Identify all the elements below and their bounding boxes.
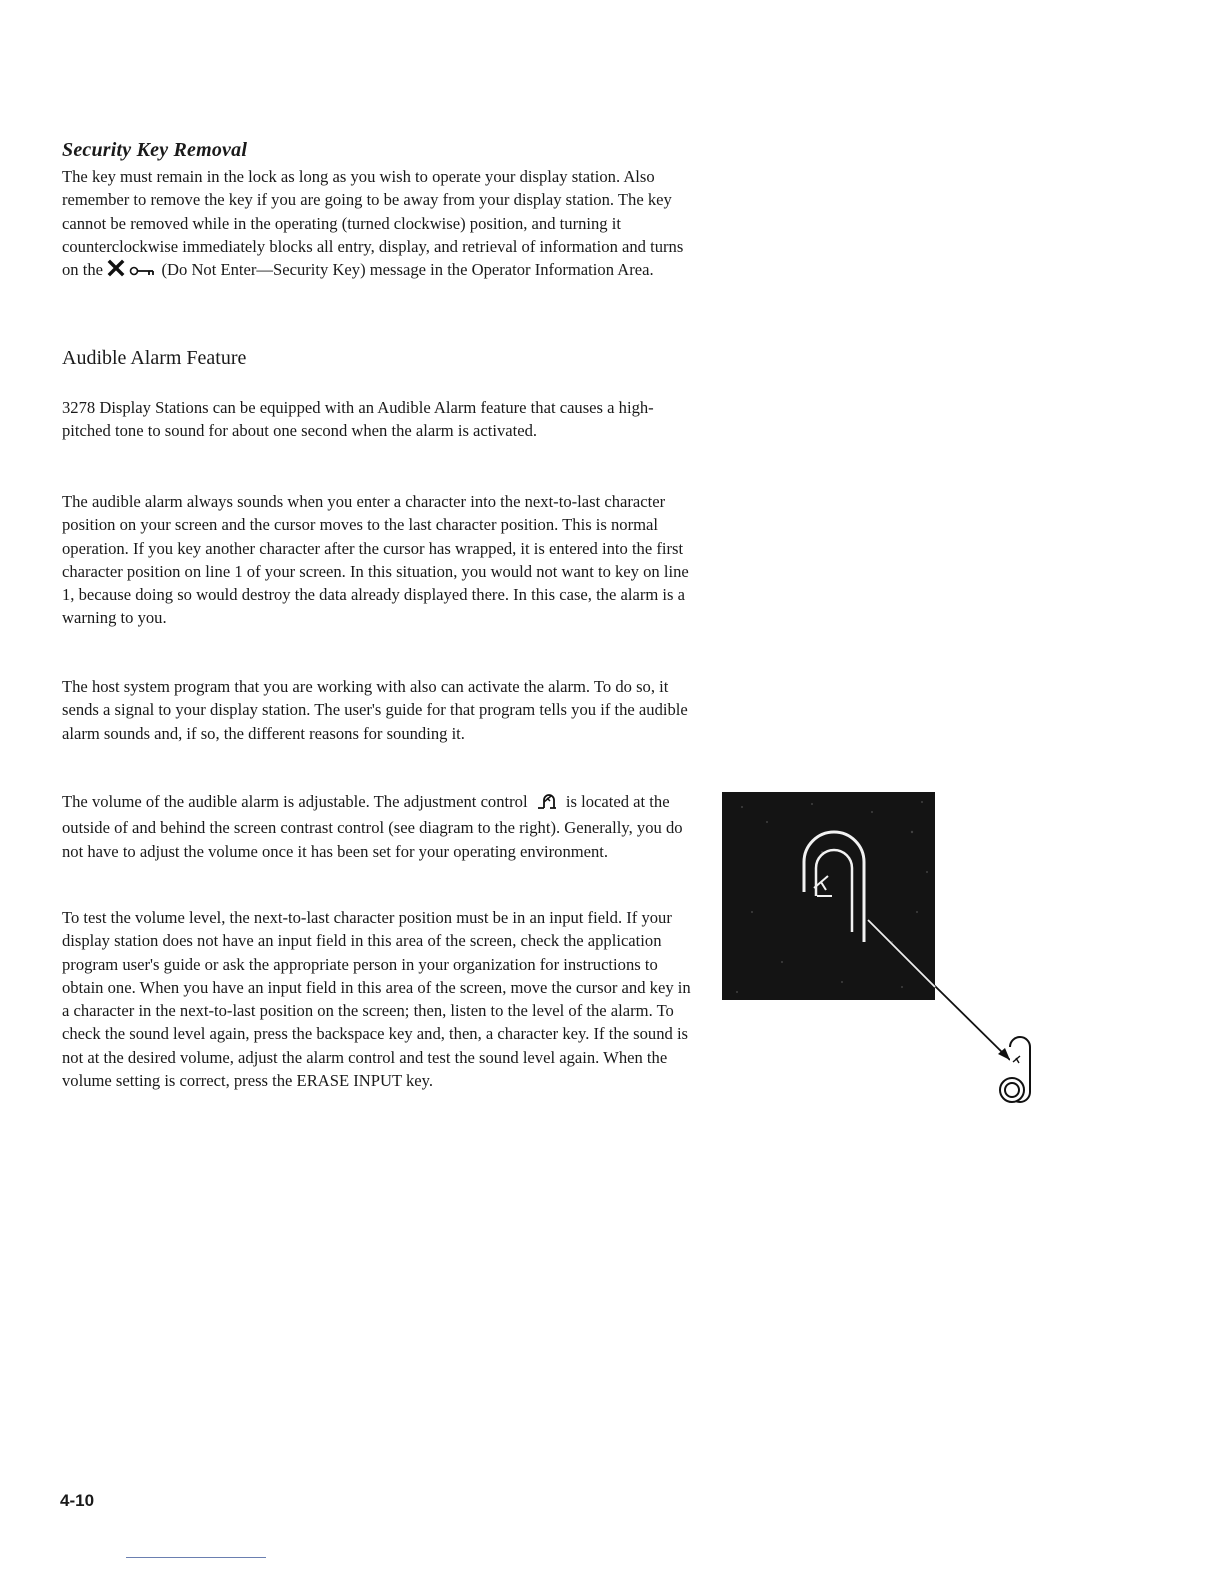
alarm-control-icon <box>532 790 562 816</box>
alarm-paragraph-4-text-end: is located at the outside of and behind the screen contrast control (see diagram to the right). Generally, you do not have to adjust the volume once it has been set for your operating environment. <box>62 792 683 861</box>
footer-rule <box>126 1557 266 1558</box>
alarm-volume-control-diagram <box>722 792 1042 1112</box>
alarm-paragraph-3: The host system program that you are working with also can activate the alarm. To do so, it sends a signal to your display station. The user's guide for that program tells you if the audible alarm sounds and, if so, the different reasons for sounding it. <box>62 677 688 743</box>
security-key-removal-heading: Security Key Removal <box>62 139 248 161</box>
alarm-paragraph-4-text: The volume of the audible alarm is adjustable. The adjustment control <box>62 792 528 811</box>
security-key-icon <box>129 260 157 283</box>
security-paragraph-text-end: (Do Not Enter—Security Key) message in the Operator Information Area. <box>161 260 654 280</box>
x-do-not-enter-icon <box>107 259 125 283</box>
alarm-paragraph-4 <box>62 790 692 863</box>
audible-alarm-heading: Audible Alarm Feature <box>62 347 247 369</box>
alarm-paragraph-5: To test the volume level, the next-to-last character position must be in an input field. If your display station does not have an input field in this area of the screen, check the application program user's guide or ask the appropriate person in your organization for instructions to obtain one. When you have an input field in this area of the screen, move the cursor and key in a character in the next-to-last position on the screen; then, listen to the level of the alarm. To check the sound level again, press the backspace key and, then, a character key. If the sound is not at the desired volume, adjust the alarm control and test the sound level again. When the volume setting is correct, press the ERASE INPUT key. <box>62 908 691 1091</box>
alarm-paragraph-2: The audible alarm always sounds when you enter a character into the next-to-last character position on your screen and the cursor moves to the last character position. This is normal operation. If you key another character after the cursor has wrapped, it is entered into the first character position on line 1 of your screen. In this situation, you would not want to key on line 1, because doing so would destroy the data already displayed there. In this case, the alarm is a warning to you. <box>62 492 689 628</box>
alarm-paragraph-1: 3278 Display Stations can be equipped with an Audible Alarm feature that causes a high-pitched tone to sound for about one second when the alarm is activated. <box>62 398 654 441</box>
security-paragraph <box>62 165 702 284</box>
security-paragraph-text: The key must remain in the lock as long as you wish to operate your display station. Also remember to remove the key if you are going to be away from your display station. The key cannot be removed while in the operating (turned clockwise) position, and turning it counterclockwise immediately blocks all entry, display, and retrieval of information and turns on the <box>62 167 684 280</box>
page-number: 4-10 <box>60 1491 95 1510</box>
